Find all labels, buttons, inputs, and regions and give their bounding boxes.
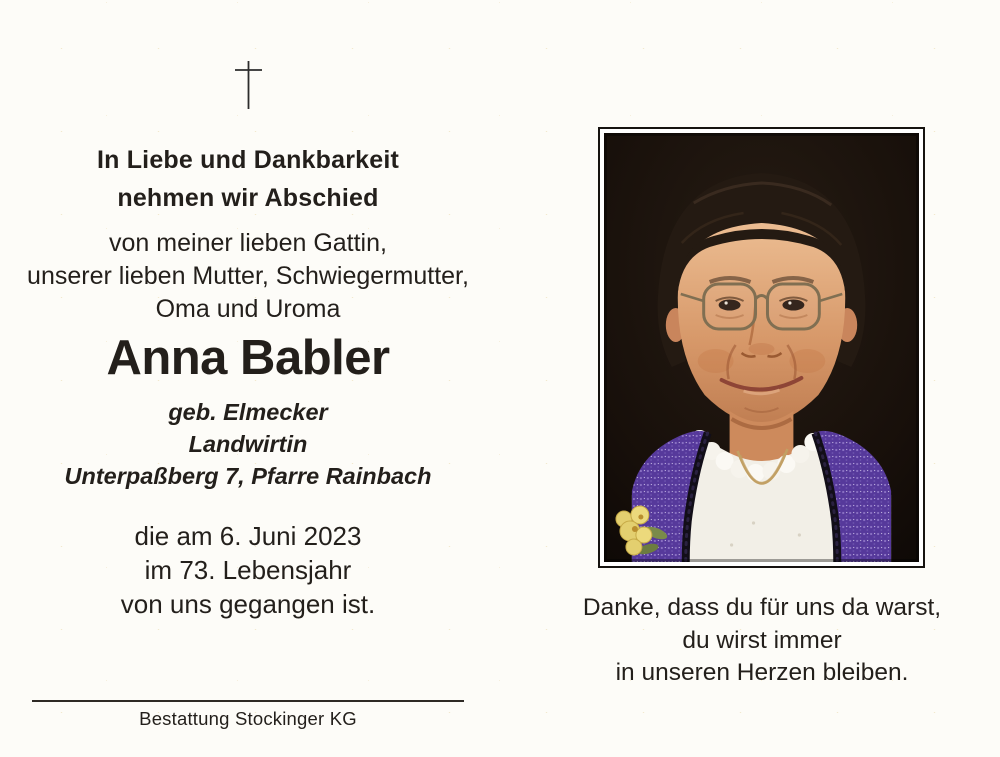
farewell-line: in unseren Herzen bleiben. <box>615 659 909 686</box>
relation-line: unserer lieben Mutter, Schwiegermutter, <box>27 262 469 290</box>
occupation-line: Landwirtin <box>188 431 308 457</box>
address-line: Unterpaßberg 7, Pfarre Rainbach <box>64 463 432 489</box>
birth-name-line: geb. Elmecker <box>168 399 328 425</box>
passing-text <box>0 519 496 621</box>
passing-line: die am 6. Juni 2023 <box>134 521 362 551</box>
intro-text <box>0 141 496 217</box>
farewell-text <box>562 592 962 690</box>
details-text <box>0 396 496 492</box>
funeral-home <box>32 700 464 730</box>
portrait-photo-frame <box>598 127 925 568</box>
relation-line: Oma und Uroma <box>155 295 341 323</box>
funeral-home-name: Bestattung Stockinger KG <box>139 708 357 729</box>
passing-line: von uns gegangen ist. <box>120 589 376 619</box>
relation-text <box>0 227 496 326</box>
relation-line: von meiner lieben Gattin, <box>109 229 387 257</box>
intro-line: In Liebe und Dankbarkeit <box>96 146 400 174</box>
farewell-line: Danke, dass du für uns da warst, <box>582 594 942 621</box>
cross-icon <box>220 59 277 111</box>
farewell-line: du wirst immer <box>682 626 842 654</box>
deceased-name: Anna Babler <box>106 331 390 385</box>
passing-line: im 73. Lebensjahr <box>144 555 352 585</box>
intro-line: nehmen wir Abschied <box>117 184 379 212</box>
portrait-photo <box>604 133 919 562</box>
